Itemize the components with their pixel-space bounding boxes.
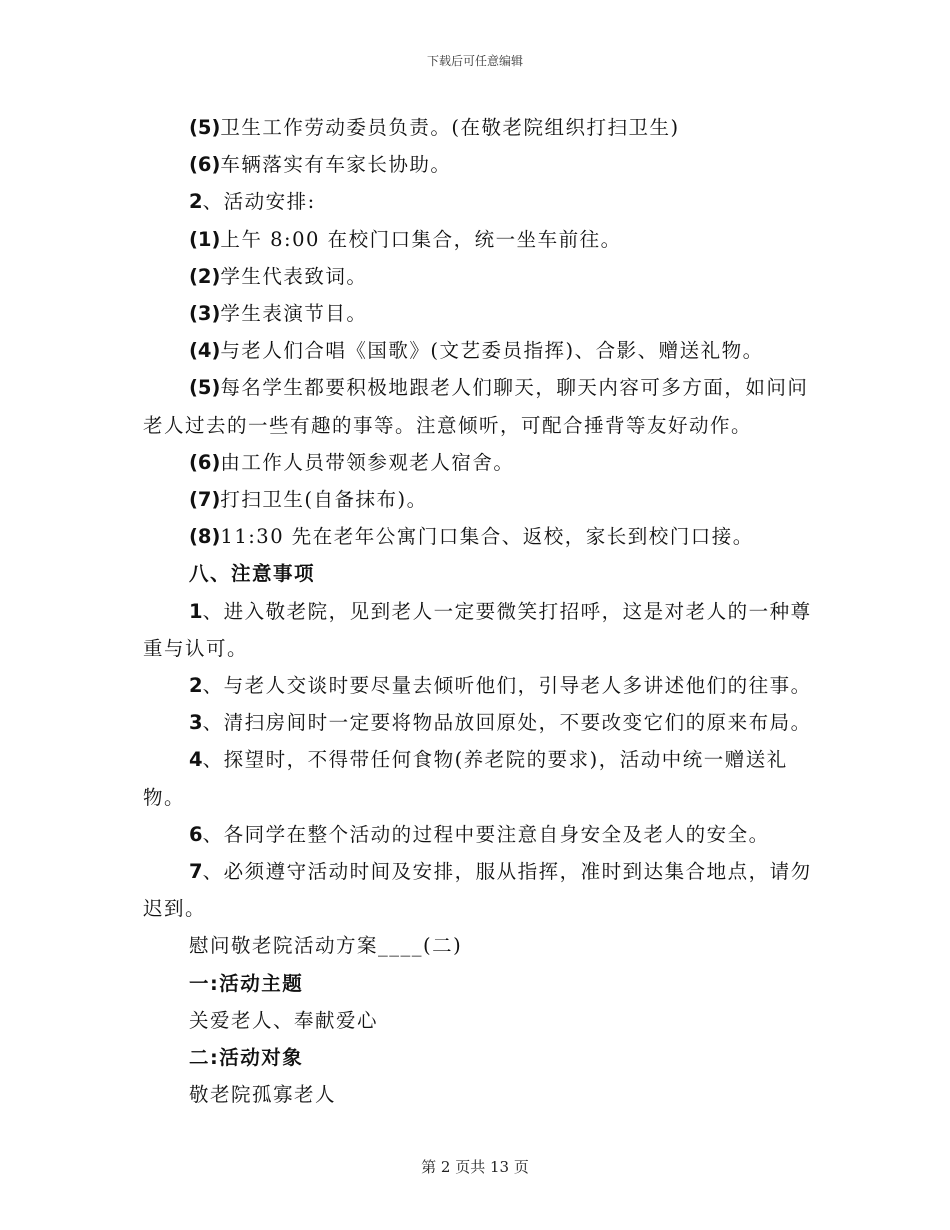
item-number: (4) [189,339,221,363]
item-number: (8) [189,525,221,549]
paragraph-text: 、清扫房间时一定要将物品放回原处，不要改变它们的原来布局。 [202,711,812,735]
paragraph [143,816,823,853]
paragraph-text: 11:30 先在老年公寓门口集合、返校，家长到校门口接。 [220,525,754,549]
paragraph-text: 车辆落实有车家长协助。 [220,153,452,177]
paragraph: 关爱老人、奉献爱心 [189,1008,379,1032]
item-number: (6) [189,153,221,177]
item-number: (5) [189,116,221,139]
document-body [143,109,823,1113]
paragraph-text: 、活动安排: [202,190,316,214]
item-number: (2) [189,264,221,288]
paragraph-text: 由工作人员带领参观老人宿舍。 [220,450,515,474]
paragraph [143,518,823,555]
paragraph-text: 、进入敬老院，见到老人一定要微笑打招呼，这是对老人的一种尊重与认可。 [143,599,812,660]
paragraph [143,741,823,815]
item-number: 2 [189,674,203,698]
paragraph [143,481,823,518]
paragraph [143,146,823,183]
item-number: (3) [189,302,221,326]
paragraph [143,667,823,704]
paragraph-text: 每名学生都要积极地跟老人们聊天，聊天内容可多方面，如问问老人过去的一些有趣的事等。注意倾听，可配合捶背等友好动作。 [143,376,809,437]
item-number: 4 [189,748,203,772]
subtitle: 慰问敬老院活动方案____(二) [189,934,463,958]
paragraph [143,109,823,146]
paragraph [143,704,823,741]
item-number: 3 [189,711,203,735]
paragraph [143,444,823,481]
section-heading: 一:活动主题 [189,971,304,995]
paragraph-text: 上午 8:00 在校门口集合，统一坐车前往。 [220,227,622,251]
paragraph-text: 卫生工作劳动委员负责。(在敬老院组织打扫卫生) [220,116,680,139]
page-footer: 第 2 页共 13 页 [421,1158,529,1176]
item-number: 2 [189,190,203,214]
item-number: (1) [189,227,221,251]
paragraph-text: 、各同学在整个活动的过程中要注意自身安全及老人的安全。 [202,822,770,846]
paragraph-text: 与老人们合唱《国歌》(文艺委员指挥)、合影、赠送礼物。 [220,339,764,363]
paragraph-text: 打扫卫生(自备抹布)。 [220,488,428,512]
paragraph [143,853,823,927]
section-heading: 八、注意事项 [189,562,316,586]
paragraph [143,221,823,258]
paragraph [143,258,823,295]
paragraph [143,593,823,667]
paragraph: 敬老院孤寡老人 [189,1083,337,1107]
paragraph [143,369,823,443]
paragraph [143,295,823,332]
page-header: 下载后可任意编辑 [426,54,523,68]
paragraph-text: 学生代表致词。 [220,264,368,288]
paragraph [143,183,823,220]
item-number: 1 [189,599,203,623]
item-number: (7) [189,488,221,512]
item-number: (6) [189,450,221,474]
section-heading: 二:活动对象 [189,1046,304,1070]
paragraph-text: 、必须遵守活动时间及安排，服从指挥，准时到达集合地点，请勿迟到。 [143,860,812,921]
item-number: (5) [189,376,221,400]
paragraph-text: 、探望时，不得带任何食物(养老院的要求)，活动中统一赠送礼物。 [143,748,788,809]
paragraph [143,332,823,369]
item-number: 7 [189,860,203,884]
item-number: 6 [189,822,203,846]
paragraph-text: 、与老人交谈时要尽量去倾听他们，引导老人多讲述他们的往事。 [202,674,812,698]
paragraph-text: 学生表演节目。 [220,302,368,326]
